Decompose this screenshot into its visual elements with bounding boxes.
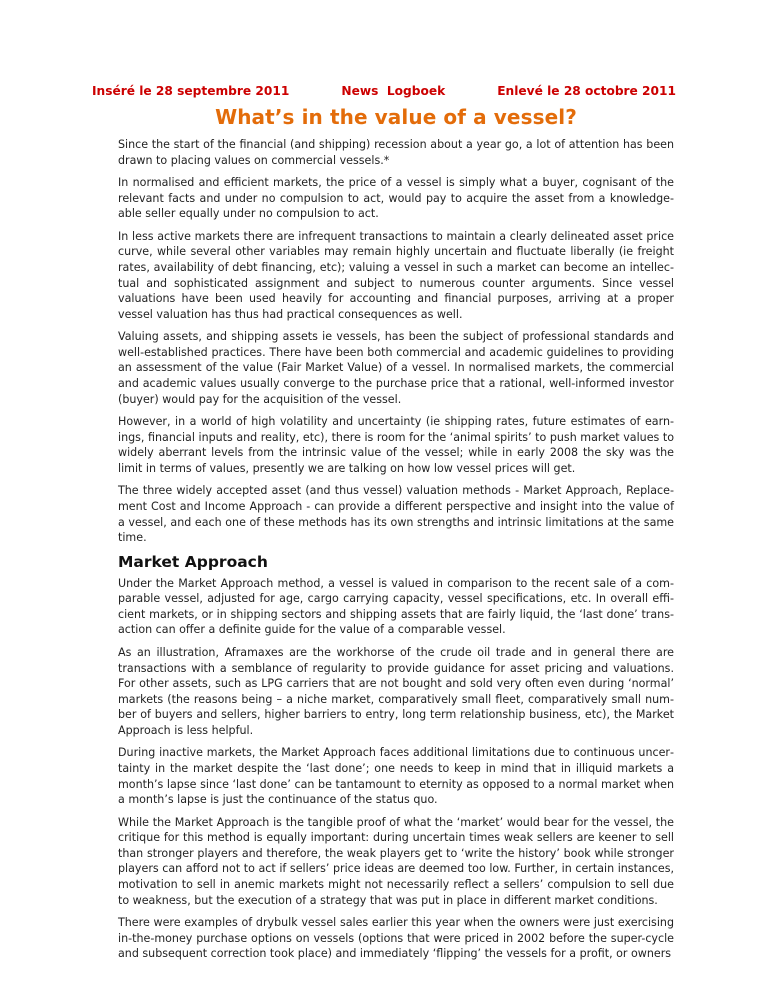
page-header xyxy=(92,84,676,98)
paragraph: In normalised and efficient markets, the price of a vessel is simply what a buyer, cognisant of the relevant facts and under no compulsion to act, would pay to acquire the asset from a knowledgeable seller equally under no compulsion to act. xyxy=(118,176,674,221)
paragraph: The three widely accepted asset (and thus vessel) valuation methods - Market Approach, Replacement Cost and Income Approach - can provide a different perspective and insight into the value of a vessel, and each one of these methods has its own strengths and intrinsic limitations at the same time. xyxy=(118,484,674,545)
article-title: What’s in the value of a vessel? xyxy=(215,105,577,129)
removal-date: Enlevé le 28 octobre 2011 xyxy=(497,84,676,98)
section-heading: Market Approach xyxy=(118,552,268,571)
paragraph: There were examples of drybulk vessel sales earlier this year when the owners were just exercising in-the-money purchase options on vessels (options that were priced in 2002 before the super-cycle and subsequent correction took place) and immediately ‘flipping’ the vessels for a profit, or owners xyxy=(118,916,674,961)
paragraph: Under the Market Approach method, a vessel is valued in comparison to the recent sale of a comparable vessel, adjusted for age, cargo carrying capacity, vessel specifications, etc. In overall efficient markets, or in shipping sectors and shipping assets that are fairly liquid, the ‘last done’ transaction can offer a definite guide for the value of a comparable vessel. xyxy=(118,576,674,637)
paragraph: Since the start of the financial (and shipping) recession about a year go, a lot of attention has been drawn to placing values on commercial vessels.* xyxy=(118,138,674,167)
document-page xyxy=(92,78,676,969)
paragraph: While the Market Approach is the tangible proof of what the ‘market’ would bear for the vessel, the critique for this method is equally important: during uncertain times weak sellers are keener to sell than stronger players and therefore, the weak players get to ‘write the history’ book while stronger players can afford not to act if sellers’ price ideas are deemed too low. Further, in certain instances, motivation to sell in anemic markets might not necessarily reflect a sellers’ compulsion to sell due to weakness, but the execution of a strategy that was put in place in different market conditions. xyxy=(118,815,674,907)
section-label: News Logboek xyxy=(341,84,446,98)
insert-date: Inséré le 28 septembre 2011 xyxy=(92,84,290,98)
paragraph: In less active markets there are infrequent transactions to maintain a clearly delineated asset price curve, while several other variables may remain highly uncertain and fluctuate liberally (ie freight rates, availability of debt financing, etc); valuing a vessel in such a market can become an intellectual and sophisticated assignment and subject to numerous counter arguments. Since vessel valuations have been used heavily for accounting and financial purposes, arriving at a proper vessel valuation has thus had practical consequences as well. xyxy=(118,229,674,321)
paragraph: During inactive markets, the Market Approach faces additional limitations due to continuous uncertainty in the market despite the ‘last done’; one needs to keep in mind that in illiquid markets a month’s lapse since ‘last done’ can be tantamount to eternity as opposed to a normal market when a month’s lapse is just the continuance of the status quo. xyxy=(118,746,674,807)
paragraph: However, in a world of high volatility and uncertainty (ie shipping rates, future estimates of earnings, financial inputs and reality, etc), there is room for the ‘animal spirits’ to push market values to widely aberrant levels from the intrinsic value of the vessel; while in early 2008 the sky was the limit in terms of values, presently we are talking on how low vessel prices will get. xyxy=(118,415,674,475)
paragraph: As an illustration, Aframaxes are the workhorse of the crude oil trade and in general there are transactions with a semblance of regularity to provide guidance for asset pricing and valuations. For other assets, such as LPG carriers that are not bought and sold very often even during ‘normal’ markets (the reasons being – a niche market, comparatively small fleet, comparatively small number of buyers and sellers, higher barriers to entry, long term relationship business, etc), the Market Approach is less helpful. xyxy=(118,645,674,737)
paragraph: Valuing assets, and shipping assets ie vessels, has been the subject of professional standards and well-established practices. There have been both commercial and academic guidelines to providing an assessment of the value (Fair Market Value) of a vessel. In normalised markets, the commercial and academic values usually converge to the purchase price that a rational, well-informed investor (buyer) would pay for the acquisition of the vessel. xyxy=(118,330,674,406)
